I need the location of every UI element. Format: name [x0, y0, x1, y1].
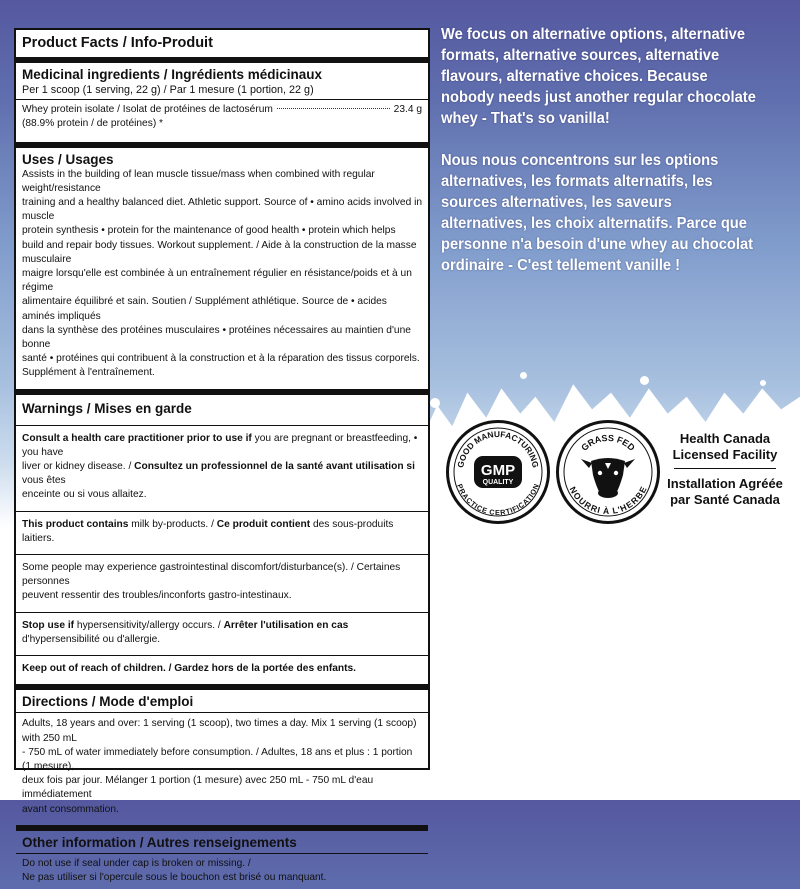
- svg-text:GRASS FED: [579, 433, 637, 453]
- product-facts-panel: [14, 28, 430, 883]
- ingredients-heading: Medicinal ingredients / Ingrédients médicinaux: [22, 67, 323, 82]
- milk-droplet: [640, 376, 649, 385]
- grass-fed-bottom-text: NOURRI À L'HERBE: [567, 484, 649, 517]
- warning-text: peuvent ressentir des troubles/inconforts gastro-intestinaux.: [22, 590, 292, 602]
- warning-bold-text: Arrêter l'utilisation en cas: [223, 619, 349, 631]
- gmp-badge: [446, 420, 550, 524]
- warnings-section: [16, 395, 428, 691]
- ingredient-amount: 23.4 g: [393, 104, 422, 116]
- warning-bold-text: Keep out of reach of children. / Gardez hors de la portée des enfants.: [22, 663, 356, 675]
- grass-fed-top-text: GRASS FED: [579, 432, 637, 453]
- health-canada-fr: [660, 476, 790, 508]
- uses-line: training and a healthy balanced diet. Athletic support. Source of • amino acids involved in muscle: [22, 197, 422, 223]
- uses-line: santé • protéines qui contribuent à la construction et à la réparation des tissus corporels.: [22, 353, 420, 365]
- other-info-heading: Other information / Autres renseignements: [22, 834, 297, 850]
- other-info-line: Do not use if seal under cap is broken or missing. /: [22, 857, 251, 869]
- warning-text: enceinte ou si vous allaitez.: [22, 489, 147, 501]
- warning-bold-text: Consultez un professionnel de la santé avant utilisation si: [134, 461, 415, 473]
- other-info-line: Ne pas utiliser si l'opercule sous le bouchon est brisé ou manquant.: [22, 871, 327, 883]
- gmp-center-text: GMP: [480, 462, 516, 479]
- promo-text-fr: Nous nous concentrons sur les options alternatives, les formats alternatifs, les sources alternatives, les saveurs alternatives, les choix alternatifs. Parce que personne n'a besoin d'une whey au chocolat ordinaire - C'est tellement vanille !: [441, 152, 754, 274]
- health-canada-en: [660, 431, 790, 463]
- serving-size: Per 1 scoop (1 serving, 22 g) / Par 1 mesure (1 portion, 22 g): [22, 84, 314, 96]
- directions-heading: Directions / Mode d'emploi: [22, 694, 194, 710]
- directions-line: - 750 mL of water immediately before consumption. / Adultes, 18 ans et plus : 1 portion (1 mesure),: [22, 746, 413, 772]
- directions-section: [16, 690, 428, 830]
- warning-consult: [16, 426, 428, 512]
- health-canada-line: Health Canada: [679, 431, 771, 446]
- uses-section: [16, 148, 428, 395]
- uses-line: alimentaire équilibré et sain. Soutien / Supplément athlétique. Source de • acides aminés impliqués: [22, 296, 387, 322]
- warning-stop-use: [16, 613, 428, 656]
- gmp-top-text: GOOD MANUFACTURING: [455, 428, 541, 469]
- uses-line: protein synthesis • protein for the maintenance of good health • protein which helps: [22, 225, 396, 237]
- warning-bold-text: This product contains: [22, 518, 129, 530]
- gmp-quality-text: QUALITY: [482, 479, 514, 486]
- uses-line: dans la synthèse des protéines musculaires • protéines nécessaires au maintien d'une bonne: [22, 324, 411, 351]
- warning-bold-text: Stop use if: [22, 619, 75, 631]
- grass-fed-badge: [556, 420, 660, 524]
- facts-title-section: [16, 30, 428, 63]
- health-canada-line: Installation Agréée: [667, 476, 783, 491]
- ingredient-note: (88.9% protein / de protéines) *: [22, 118, 164, 130]
- other-info-section: [16, 831, 428, 889]
- directions-line: Adults, 18 years and over: 1 serving (1 scoop), two times a day. Mix 1 serving (1 scoop) with 250 mL: [22, 718, 417, 744]
- uses-line: maigre lorsqu'elle est combinée à un entraînement régulier en résistance/poids et à un régime: [22, 268, 412, 294]
- warning-contains: [16, 512, 428, 555]
- warning-text: vous êtes: [22, 475, 66, 487]
- uses-line: build and repair body tissues. Workout supplement. / Aide à la construction de la masse musculaire: [22, 239, 417, 265]
- uses-line: Supplément à l'entraînement.: [22, 367, 155, 379]
- warning-gastro: [16, 555, 428, 613]
- milk-droplet: [520, 372, 527, 379]
- warning-text: hypersensitivity/allergy occurs. /: [74, 619, 224, 631]
- health-canada-line: par Santé Canada: [670, 492, 780, 507]
- warning-bold-text: Consult a health care practitioner prior to use if: [22, 432, 252, 444]
- warning-text: you are pregnant or breastfeeding, • you have: [22, 432, 418, 458]
- dot-leader: [277, 108, 390, 109]
- promo-text-en: We focus on alternative options, alternative formats, alternative sources, alternative flavours, alternative choices. Because nobody needs just another regular chocolate whey - That's so vanilla!: [441, 26, 756, 127]
- facts-title: Product Facts / Info-Produit: [22, 35, 213, 51]
- warnings-heading: Warnings / Mises en garde: [22, 400, 192, 416]
- warning-text: Some people may experience gastrointestinal discomfort/disturbance(s). / Certaines personnes: [22, 562, 401, 588]
- ingredients-section: [16, 63, 428, 148]
- warning-text: milk by-products. /: [128, 518, 217, 530]
- uses-line: Assists in the building of lean muscle tissue/mass when combined with regular weight/resistance: [22, 168, 375, 194]
- milk-droplet: [760, 380, 766, 386]
- ingredient-name: Whey protein isolate / Isolat de protéines de lactosérum: [22, 104, 273, 116]
- warning-text: liver or kidney disease. /: [22, 461, 135, 473]
- warning-children: [16, 656, 428, 684]
- health-canada-line: Licensed Facility: [672, 447, 778, 462]
- warning-bold-text: Ce produit contient: [216, 518, 311, 530]
- milk-droplet: [430, 398, 440, 408]
- health-canada-divider: [674, 468, 776, 469]
- warning-text: d'hypersensibilité ou d'allergie.: [22, 633, 161, 645]
- directions-line: avant consommation.: [22, 803, 119, 815]
- directions-line: deux fois par jour. Mélanger 1 portion (1 mesure) avec 250 mL - 750 mL d'eau immédiatement: [22, 775, 374, 801]
- warning-text: des sous-produits laitiers.: [22, 518, 394, 544]
- gmp-bottom-text: PRACTICE CERTIFICATION: [455, 482, 541, 518]
- uses-heading: Uses / Usages: [22, 151, 114, 167]
